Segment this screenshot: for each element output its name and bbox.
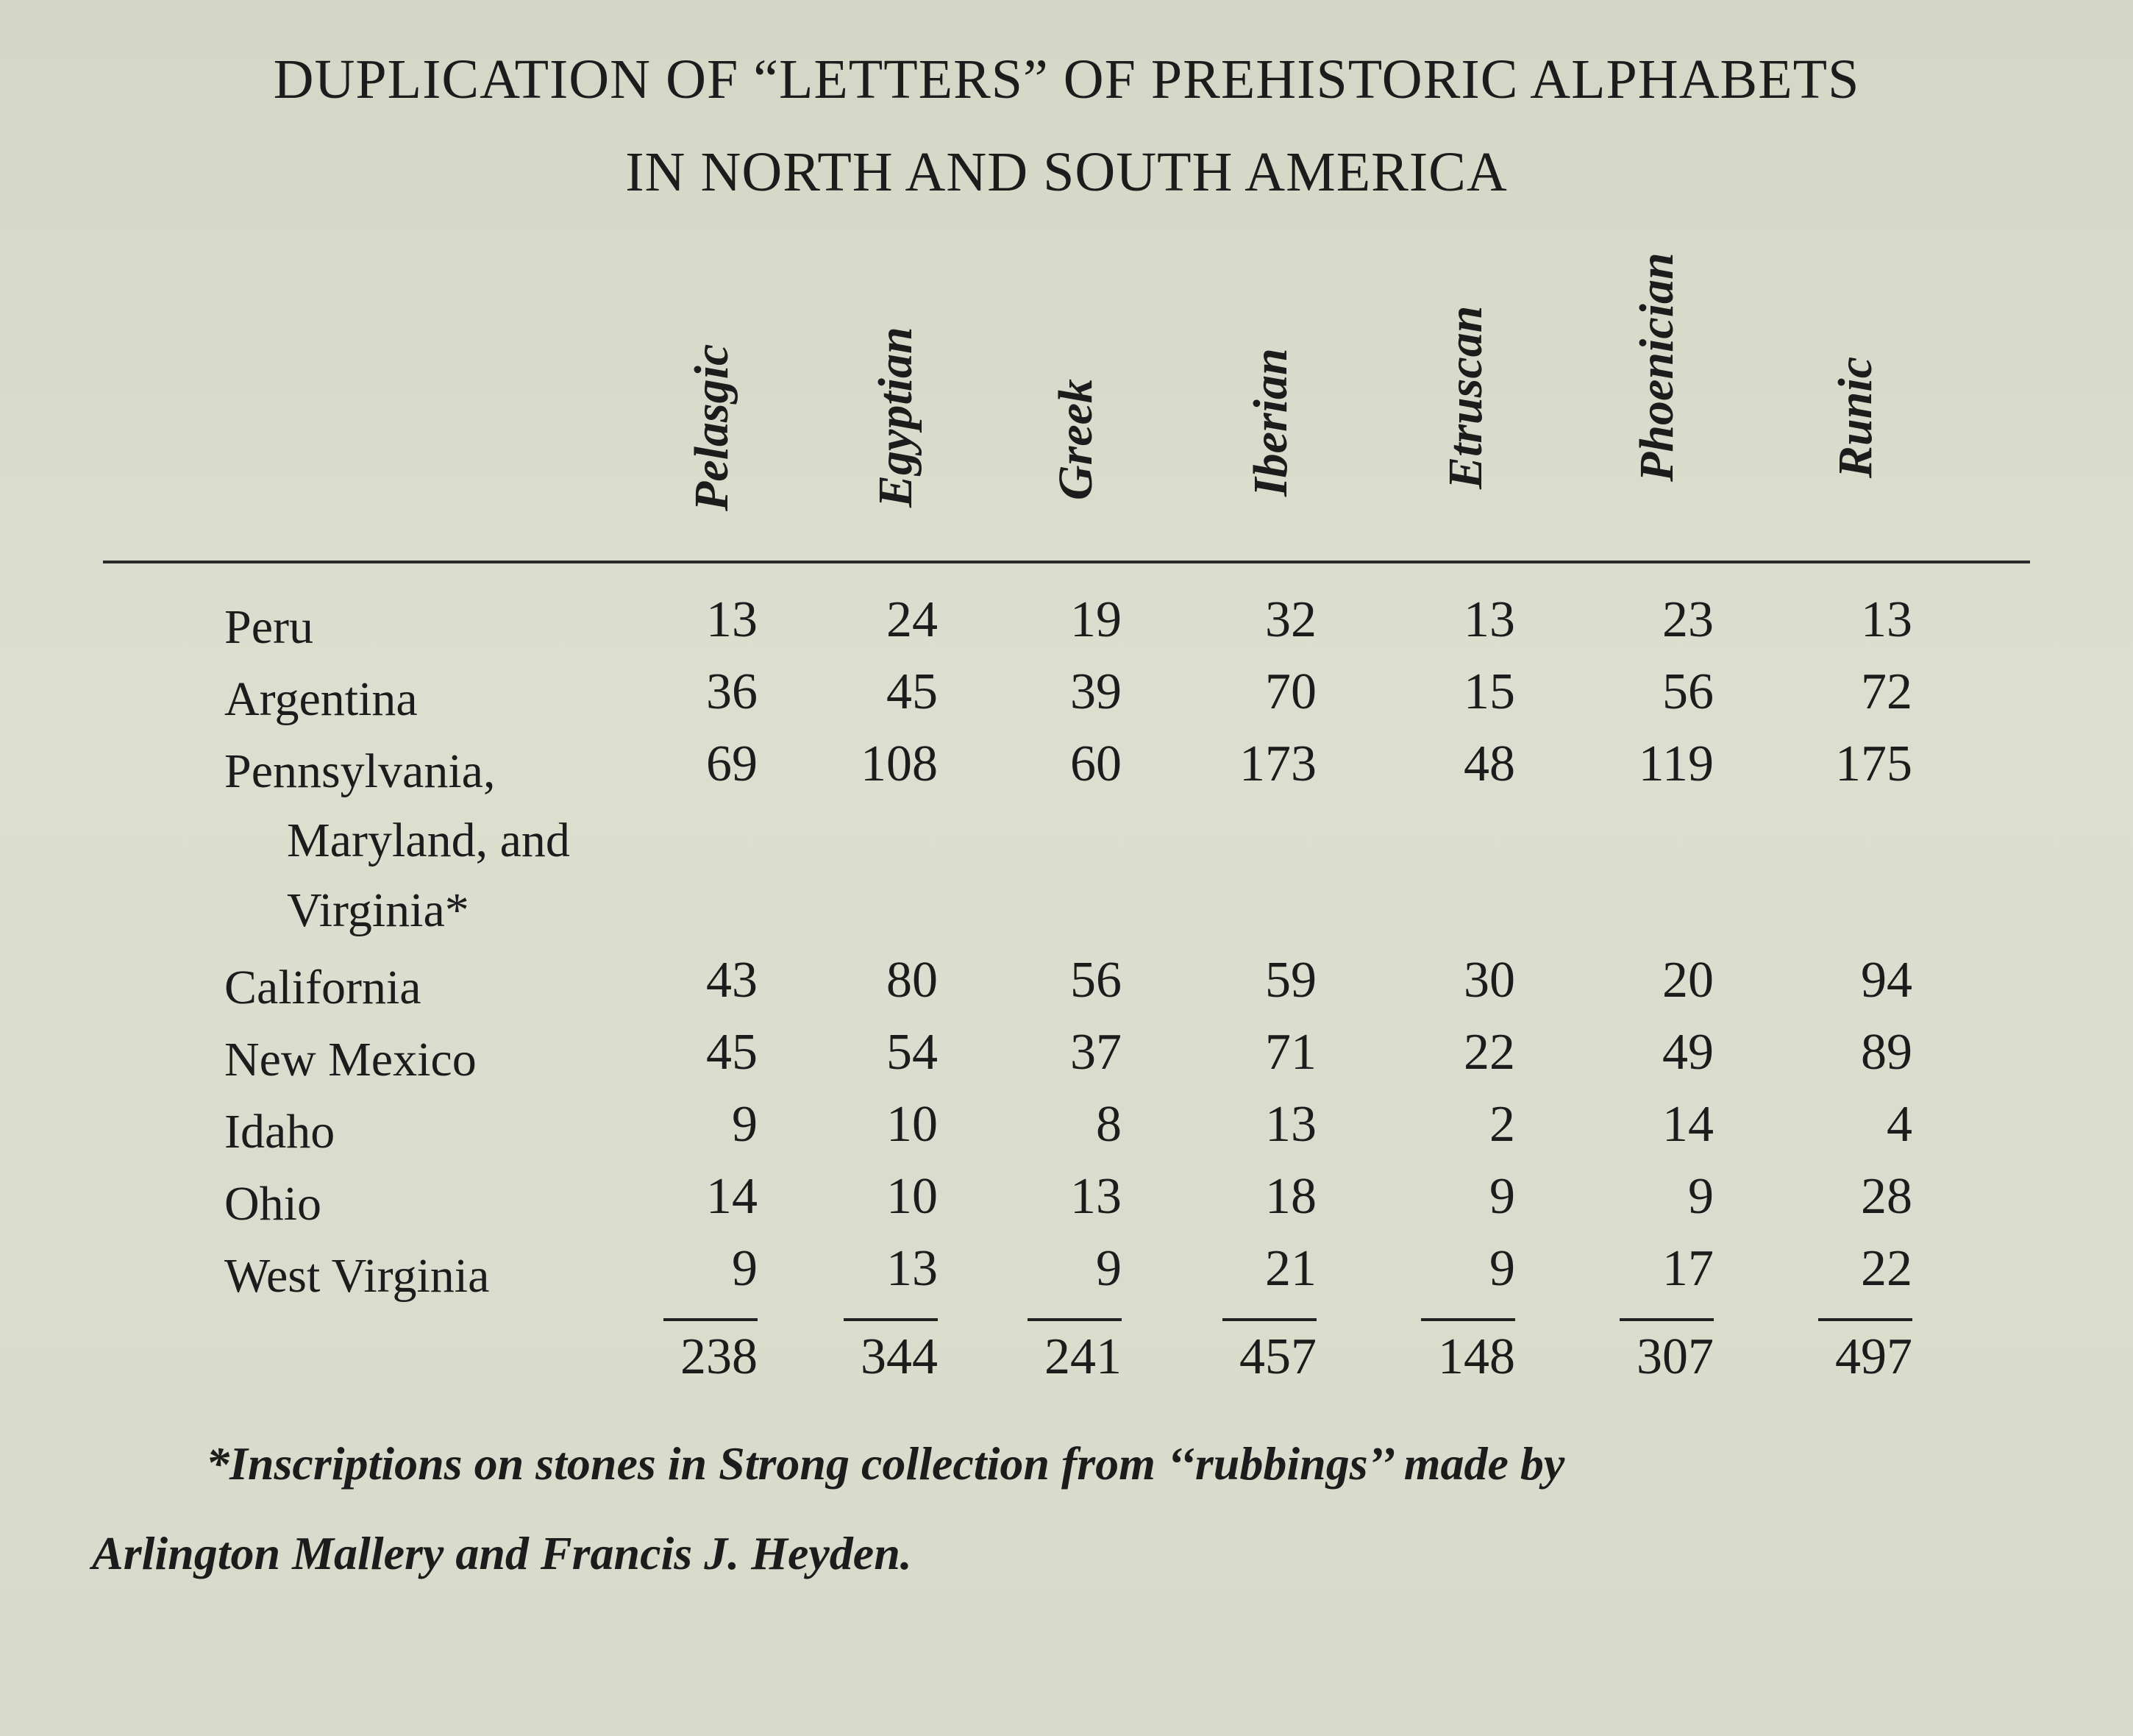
row-label: New Mexico	[224, 1033, 477, 1086]
table-cell: 36	[706, 664, 758, 720]
column-header-egyptian: Egyptian	[869, 327, 922, 508]
column-header-iberian: Iberian	[1244, 348, 1297, 497]
column-total: 307	[1637, 1328, 1714, 1385]
table-cell: 56	[1662, 664, 1714, 720]
column-total: 241	[1044, 1328, 1122, 1385]
table-cell: 72	[1861, 664, 1912, 720]
header-rule	[103, 561, 2030, 563]
table-title-line-1: DUPLICATION OF “LETTERS” OF PREHISTORIC ALPHABETS	[273, 49, 1860, 110]
table-cell: 39	[1070, 664, 1122, 720]
table-cell: 60	[1070, 736, 1122, 792]
sum-rule	[1421, 1318, 1515, 1321]
column-header-greek: Greek	[1049, 379, 1103, 500]
row-label: Ohio	[224, 1177, 321, 1231]
column-total: 457	[1239, 1328, 1317, 1385]
table-cell: 54	[886, 1024, 938, 1081]
column-header-etruscan: Etruscan	[1439, 305, 1492, 489]
table-cell: 21	[1265, 1240, 1317, 1297]
table-cell: 15	[1464, 664, 1515, 720]
table-cell: 13	[1861, 591, 1912, 648]
table-cell: 23	[1662, 591, 1714, 648]
table-cell: 8	[1096, 1096, 1122, 1153]
table-cell: 14	[1662, 1096, 1714, 1153]
table-cell: 80	[886, 952, 938, 1008]
table-cell: 19	[1070, 591, 1122, 648]
table-cell: 13	[886, 1240, 938, 1297]
table-cell: 56	[1070, 952, 1122, 1008]
table-cell: 173	[1239, 736, 1317, 792]
sum-rule	[663, 1318, 758, 1321]
sum-rule	[1620, 1318, 1714, 1321]
table-cell: 10	[886, 1096, 938, 1153]
table-cell: 49	[1662, 1024, 1714, 1081]
row-label: Argentina	[224, 672, 418, 726]
table-cell: 89	[1861, 1024, 1912, 1081]
table-cell: 9	[732, 1240, 758, 1297]
sum-rule	[844, 1318, 938, 1321]
table-cell: 9	[1489, 1240, 1515, 1297]
table-cell: 22	[1861, 1240, 1912, 1297]
table-title-line-2: IN NORTH AND SOUTH AMERICA	[625, 141, 1508, 203]
table-cell: 119	[1638, 736, 1714, 792]
table-cell: 4	[1887, 1096, 1912, 1153]
table-cell: 9	[1096, 1240, 1122, 1297]
sum-rule	[1028, 1318, 1122, 1321]
row-label: Pennsylvania,	[224, 744, 496, 798]
table-cell: 13	[706, 591, 758, 648]
table-cell: 43	[706, 952, 758, 1008]
column-header-runic: Runic	[1828, 356, 1882, 478]
table-cell: 17	[1662, 1240, 1714, 1297]
table-cell: 18	[1265, 1168, 1317, 1225]
table-cell: 94	[1861, 952, 1912, 1008]
sum-rule	[1222, 1318, 1317, 1321]
table-cell: 37	[1070, 1024, 1122, 1081]
table-cell: 10	[886, 1168, 938, 1225]
table-cell: 48	[1464, 736, 1515, 792]
column-total: 497	[1835, 1328, 1912, 1385]
sum-rule	[1818, 1318, 1912, 1321]
table-cell: 9	[1688, 1168, 1714, 1225]
table-cell: 69	[706, 736, 758, 792]
table-cell: 13	[1070, 1168, 1122, 1225]
table-cell: 45	[706, 1024, 758, 1081]
row-label: Virginia*	[287, 883, 469, 937]
table-cell: 28	[1861, 1168, 1912, 1225]
row-label: Peru	[224, 600, 313, 654]
column-header-pelasgic: Pelasgic	[685, 344, 738, 511]
footnote-line-2: Arlington Mallery and Francis J. Heyden.	[92, 1527, 912, 1579]
column-total: 344	[861, 1328, 938, 1385]
table-cell: 24	[886, 591, 938, 648]
row-label: Maryland, and	[287, 814, 570, 867]
table-cell: 30	[1464, 952, 1515, 1008]
table-cell: 13	[1464, 591, 1515, 648]
footnote-line-1: *Inscriptions on stones in Strong collection from ‘‘rubbings’’ made by	[206, 1437, 1565, 1490]
table-cell: 70	[1265, 664, 1317, 720]
table-cell: 175	[1835, 736, 1912, 792]
table-cell: 45	[886, 664, 938, 720]
table-cell: 59	[1265, 952, 1317, 1008]
table-cell: 9	[732, 1096, 758, 1153]
table-cell: 2	[1489, 1096, 1515, 1153]
table-cell: 9	[1489, 1168, 1515, 1225]
table-cell: 32	[1265, 591, 1317, 648]
table-cell: 14	[706, 1168, 758, 1225]
column-total: 238	[680, 1328, 758, 1385]
table-cell: 20	[1662, 952, 1714, 1008]
table-cell: 22	[1464, 1024, 1515, 1081]
table-cell: 13	[1265, 1096, 1317, 1153]
table-cell: 71	[1265, 1024, 1317, 1081]
row-label: Idaho	[224, 1105, 335, 1159]
row-label: West Virginia	[224, 1249, 490, 1303]
column-total: 148	[1438, 1328, 1515, 1385]
table-cell: 108	[861, 736, 938, 792]
row-label: California	[224, 961, 421, 1014]
column-header-phoenician: Phoenician	[1630, 252, 1684, 482]
